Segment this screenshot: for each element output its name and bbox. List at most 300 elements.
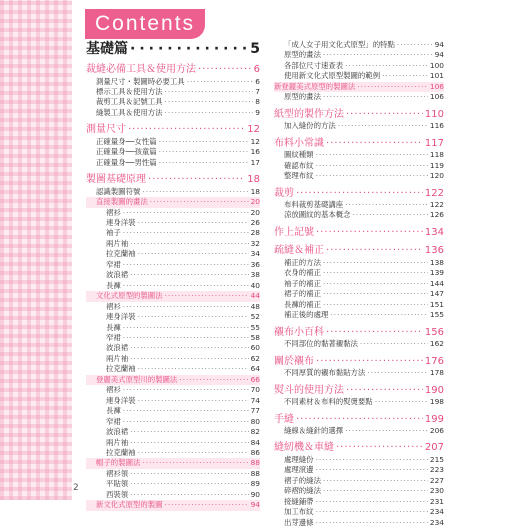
toc-leader-dots [138,448,249,458]
toc-entry-title: 涼放圖紋的基本概念 [284,210,351,220]
toc-entry [86,312,260,322]
toc-entry [86,87,260,97]
toc-leader-dots [130,40,248,58]
toc-leader-dots [375,397,428,407]
toc-entry-page: 110 [424,108,444,120]
toc-leader-dots [330,310,428,320]
toc-entry-page: 122 [429,200,444,210]
toc-entry-page: 48 [250,301,260,311]
toc-entry [274,289,444,299]
toc-leader-dots [345,61,428,71]
toc-entry [274,226,444,240]
toc-entry-page: 119 [429,160,444,170]
toc-entry-title: 紙型的製作方法 [274,108,344,120]
toc-entry-title: 連身洋裝 [106,218,136,228]
toc-entry-page: 120 [429,171,444,181]
toc-entry-title: 襯布小百科 [274,326,324,338]
toc-entry [86,302,260,312]
toc-entry [274,50,444,60]
toc-entry-page: 52 [250,312,260,322]
toc-entry [86,108,260,118]
toc-leader-dots [130,438,248,448]
toc-leader-dots [123,323,249,333]
toc-entry-title: 出芽邊條 [284,517,314,527]
toc-entry-title: 長褲 [106,322,121,332]
toc-entry [86,270,260,280]
toc-leader-dots [326,137,423,151]
toc-entry [274,200,444,210]
toc-entry-page: 88 [250,458,260,468]
toc-entry [274,310,444,320]
toc-entry [274,187,444,201]
toc-entry-title: 補正後的處理 [284,310,329,320]
toc-entry-page: 156 [424,326,444,338]
toc-leader-dots [123,406,249,416]
toc-entry [274,426,444,436]
toc-entry [274,441,444,455]
toc-leader-dots [130,469,248,479]
toc-leader-dots [323,268,428,278]
toc-entry [274,137,444,151]
toc-entry [274,455,444,465]
toc-leader-dots [165,291,249,301]
toc-leader-dots [296,187,423,201]
toc-entry-title: 裁剪 [274,187,294,199]
toc-entry [86,343,260,353]
toc-entry-title: 連身洋裝 [106,395,136,405]
toc-leader-dots [165,97,254,107]
toc-entry [274,465,444,475]
toc-entry-page: 7 [255,86,260,96]
toc-entry [274,355,444,369]
toc-entry [86,208,260,218]
toc-entry-page: 6 [253,64,260,75]
toc-entry-title: 袖子 [106,228,121,238]
toc-entry-page: 60 [250,343,260,353]
toc-entry [86,396,260,406]
toc-leader-dots [316,465,428,475]
toc-entry-title: 波浪裙 [106,427,129,437]
toc-leader-dots [198,63,252,77]
toc-entry-page: 55 [250,322,260,332]
toc-entry-page: 5 [250,41,260,57]
toc-entry-page: 18 [250,186,260,196]
toc-leader-dots [123,302,249,312]
toc-entry-title: 褶衫 [106,301,121,311]
toc-entry [274,244,444,258]
toc-leader-dots [323,279,428,289]
toc-entry-page: 80 [250,416,260,426]
toc-leader-dots [165,108,254,118]
toc-entry [274,368,444,378]
toc-leader-dots [123,260,249,270]
toc-leader-dots [123,333,249,343]
toc-entry-page: 106 [429,81,444,91]
toc-entry-page: 231 [429,496,444,506]
toc-entry [86,260,260,270]
toc-entry [86,228,260,238]
toc-entry-page: 20 [250,207,260,217]
toc-entry-title: 不同素材＆布料的熨燙要點 [284,397,373,407]
toc-entry [86,427,260,437]
toc-entry [274,486,444,496]
toc-entry [274,268,444,278]
toc-entry-page: 118 [429,150,444,160]
toc-leader-dots [345,200,428,210]
toc-entry-title: 原型的畫法 [284,92,321,102]
toc-entry-page: 90 [250,489,260,499]
toc-entry-page: 230 [429,486,444,496]
toc-leader-dots [323,289,428,299]
toc-leader-dots [123,281,249,291]
toc-entry-title: 布料裁剪基礎講座 [284,200,344,210]
toc-entry-title: 手縫 [274,413,294,425]
toc-entry-title: 作上記號 [274,226,314,238]
toc-entry-page: 44 [250,291,260,301]
toc-entry-page: 206 [429,426,444,436]
toc-entry-title: 原型的畫法 [284,50,321,60]
toc-entry-title: 加入縫份的方法 [284,121,336,131]
toc-leader-dots [316,355,423,369]
toc-entry-page: 82 [250,427,260,437]
toc-leader-dots [159,137,249,147]
toc-entry-title: 兩片袖 [106,353,129,363]
toc-leader-dots [130,354,248,364]
toc-entry [274,339,444,349]
toc-entry-title: 衣身的補正 [284,268,321,278]
toc-leader-dots [142,458,248,468]
toc-entry-page: 74 [250,395,260,405]
toc-entry-title: 確認布紋 [284,160,314,170]
toc-entry [274,82,444,92]
toc-entry [274,300,444,310]
toc-leader-dots [165,500,249,510]
toc-entry-page: 234 [429,507,444,517]
toc-entry-title: 認識製圖符號 [96,186,141,196]
toc-entry-page: 77 [250,406,260,416]
toc-entry-title: 拉克蘭袖 [106,364,136,374]
toc-entry-title: 整理布紋 [284,171,314,181]
toc-leader-dots [346,108,423,122]
toc-leader-dots [323,300,428,310]
toc-entry-page: 26 [250,218,260,228]
toc-entry [86,479,260,489]
toc-entry-page: 8 [255,97,260,107]
toc-entry-title: 關於襯布 [274,355,314,367]
toc-entry-page: 88 [250,468,260,478]
toc-entry-title: 使用新文化式原型製圖的範例 [284,71,381,81]
toc-entry-title: 製圖基礎原理 [86,174,146,186]
toc-entry-title: 褶子的縫法 [284,475,321,485]
toc-entry-page: 89 [250,479,260,489]
toc-entry-page: 12 [247,124,260,136]
toc-entry-title: 拉克蘭袖 [106,249,136,259]
toc-entry-title: 裁縫必備工具＆使用方法 [86,64,196,75]
toc-entry [86,364,260,374]
gingham-stripe [0,0,72,500]
toc-entry-page: 6 [255,76,260,86]
toc-entry [274,258,444,268]
toc-entry [274,108,444,122]
toc-entry [274,518,444,528]
toc-entry-title: 縫製工具＆使用方法 [96,107,163,117]
toc-entry-title: 不同厚質的襯布黏貼方法 [284,368,366,378]
toc-leader-dots [316,497,428,507]
toc-leader-dots [316,518,428,528]
toc-entry [86,448,260,458]
page-number: 2 [73,483,79,493]
toc-entry [274,161,444,171]
toc-entry-page: 139 [429,268,444,278]
toc-leader-dots [142,187,248,197]
toc-leader-dots [367,368,428,378]
toc-entry-title: 窄裙 [106,333,121,343]
toc-leader-dots [138,218,249,228]
toc-entry [86,218,260,228]
toc-entry-title: 兩片袖 [106,238,129,248]
toc-leader-dots [338,121,428,131]
toc-leader-dots [138,249,249,259]
toc-leader-dots [123,417,249,427]
toc-entry-page: 62 [250,353,260,363]
toc-entry-page: 58 [250,333,260,343]
toc-entry-title: 處理縫份 [284,454,314,464]
toc-entry [86,137,260,147]
toc-entry-title: 兩片袖 [106,437,129,447]
toc-leader-dots [179,375,248,385]
toc-leader-dots [353,210,428,220]
toc-entry-page: 16 [250,147,260,157]
toc-entry-page: 64 [250,364,260,374]
toc-entry-title: 袖子的補正 [284,278,321,288]
toc-leader-dots [148,173,245,187]
toc-entry-page: 101 [429,71,444,81]
toc-leader-dots [316,150,428,160]
toc-leader-dots [138,312,249,322]
toc-entry [86,281,260,291]
toc-leader-dots [159,158,249,168]
toc-leader-dots [397,40,433,50]
toc-leader-dots [187,77,254,87]
toc-entry-page: 227 [429,475,444,485]
toc-entry-title: 碎褶的縫法 [284,486,321,496]
toc-entry [86,385,260,395]
toc-entry [86,333,260,343]
toc-entry [86,354,260,364]
toc-entry-title: 縫紉機＆車縫 [274,442,334,454]
toc-leader-dots [165,87,254,97]
toc-entry-title: 測量尺寸 [86,124,126,136]
toc-leader-dots [123,208,249,218]
toc-entry [274,71,444,81]
toc-leader-dots [323,92,428,102]
toc-entry-title: 長褲 [106,406,121,416]
toc-entry-title: 直接製圖的畫法 [96,197,148,207]
toc-entry-page: 234 [429,517,444,527]
toc-entry-page: 155 [429,310,444,320]
toc-entry-page: 215 [429,454,444,464]
toc-entry-title: 褶衫領 [106,468,129,478]
toc-column-left [86,40,260,511]
toc-entry [274,40,444,50]
toc-entry [274,397,444,407]
toc-entry [274,92,444,102]
toc-entry-title: 接縫鋪帶 [284,496,314,506]
toc-entry-title: 正確量身──男性篇 [96,157,157,167]
toc-entry-page: 100 [429,60,444,70]
toc-entry [274,413,444,427]
toc-entry-page: 122 [424,187,444,199]
toc-entry-page: 84 [250,437,260,447]
toc-entry [274,61,444,71]
toc-entry [86,197,260,207]
toc-entry [86,123,260,137]
toc-entry-page: 12 [250,136,260,146]
toc-entry-page: 18 [247,174,260,186]
toc-entry-page: 70 [250,385,260,395]
toc-entry-page: 134 [424,226,444,238]
toc-leader-dots [130,490,248,500]
toc-entry-title: 正確量身──女性篇 [96,136,157,146]
toc-entry-title: 不同部位的黏著襯黏法 [284,339,358,349]
toc-leader-dots [138,396,249,406]
toc-entry-page: 162 [429,339,444,349]
toc-entry-title: 熨斗的使用方法 [274,384,344,396]
toc-entry [86,438,260,448]
toc-entry [86,323,260,333]
toc-leader-dots [130,270,248,280]
toc-leader-dots [159,147,249,157]
toc-entry [274,507,444,517]
toc-leader-dots [336,441,423,455]
toc-entry [86,469,260,479]
toc-entry-page: 198 [429,397,444,407]
toc-leader-dots [345,426,428,436]
toc-entry [274,210,444,220]
toc-leader-dots [316,455,428,465]
toc-leader-dots [316,226,423,240]
toc-entry-title: 「成人女子用文化式原型」的特點 [284,40,395,49]
toc-entry [86,147,260,157]
toc-column-right [274,40,444,528]
toc-entry-page: 17 [250,157,260,167]
toc-leader-dots [128,123,245,137]
toc-entry [86,417,260,427]
toc-entry-title: 窄裙 [106,416,121,426]
toc-entry-title: 測量尺寸・製圖時必要工具 [96,76,185,86]
toc-entry [86,173,260,187]
toc-leader-dots [130,239,248,249]
toc-entry-page: 199 [424,413,444,425]
toc-leader-dots [382,71,428,81]
toc-entry-title: 文化式原型的製圖法 [96,291,163,301]
toc-entry-title: 疏縫＆補正 [274,245,324,257]
toc-entry [86,158,260,168]
toc-entry-title: 處理滾邊 [284,465,314,475]
toc-leader-dots [323,50,433,60]
toc-entry-page: 106 [429,92,444,102]
toc-leader-dots [123,228,249,238]
contents-title-tab [85,9,205,39]
toc-entry-page: 116 [429,121,444,131]
toc-entry-title: 基礎篇 [86,41,128,57]
toc-entry [86,77,260,87]
toc-entry-title: 帽子的製圖法 [96,458,141,468]
toc-entry-page: 190 [424,384,444,396]
toc-entry-title: 連身洋裝 [106,312,136,322]
toc-leader-dots [130,427,248,437]
toc-entry [274,384,444,398]
toc-entry-title: 圖紋種類 [284,150,314,160]
toc-entry-page: 223 [429,465,444,475]
toc-entry [274,326,444,340]
toc-leader-dots [360,339,428,349]
toc-entry [274,279,444,289]
contents-title: Contents [95,12,196,35]
toc-entry-title: 波浪裙 [106,343,129,353]
toc-entry-page: 36 [250,259,260,269]
toc-entry [86,500,260,510]
toc-entry [86,458,260,468]
toc-entry-page: 86 [250,448,260,457]
toc-entry-page: 94 [434,50,444,60]
toc-entry [86,97,260,107]
toc-entry [86,249,260,259]
toc-entry-page: 126 [429,210,444,220]
toc-entry [274,476,444,486]
toc-entry-title: 各部位尺寸速查表 [284,60,344,70]
toc-entry-title: 長褲的補正 [284,299,321,309]
toc-entry-page: 147 [429,289,444,299]
toc-entry-title: 長褲 [106,280,121,290]
toc-entry [274,497,444,507]
toc-entry-page: 138 [429,257,444,267]
toc-entry-page: 151 [429,299,444,309]
toc-entry-page: 207 [424,442,444,454]
toc-entry-page: 20 [250,197,260,207]
toc-entry-title: 拉克蘭袖 [106,448,136,457]
toc-entry [274,150,444,160]
toc-leader-dots [130,479,248,489]
toc-entry-title: 西裝領 [106,489,129,499]
toc-entry-page: 40 [250,280,260,290]
toc-entry [274,121,444,131]
toc-entry [86,490,260,500]
toc-leader-dots [130,343,248,353]
toc-entry-title: 補正的方法 [284,257,321,267]
toc-entry-title: 新登麗美式原型的製圖法 [274,81,356,91]
toc-entry-title: 平貼領 [106,479,129,489]
toc-entry-page: 38 [250,270,260,280]
toc-entry [86,63,260,77]
toc-entry-page: 28 [250,228,260,238]
toc-entry [86,375,260,385]
toc-entry-page: 176 [424,355,444,367]
toc-entry [86,291,260,301]
toc-entry-title: 正確量身──孩童篇 [96,147,157,157]
toc-entry-title: 褶衫 [106,385,121,395]
toc-entry [86,187,260,197]
toc-entry-title: 縫線＆縫針的選擇 [284,426,344,436]
toc-entry [274,171,444,181]
toc-entry-title: 裁剪工具＆記號工具 [96,97,163,107]
toc-leader-dots [357,82,428,92]
toc-entry-title: 布料小常識 [274,137,324,149]
toc-entry-title: 登麗美式原型川的製圖法 [96,374,178,384]
toc-entry-title: 新文化式原型的製圖 [96,500,163,510]
toc-leader-dots [150,197,249,207]
toc-entry-page: 9 [255,107,260,117]
